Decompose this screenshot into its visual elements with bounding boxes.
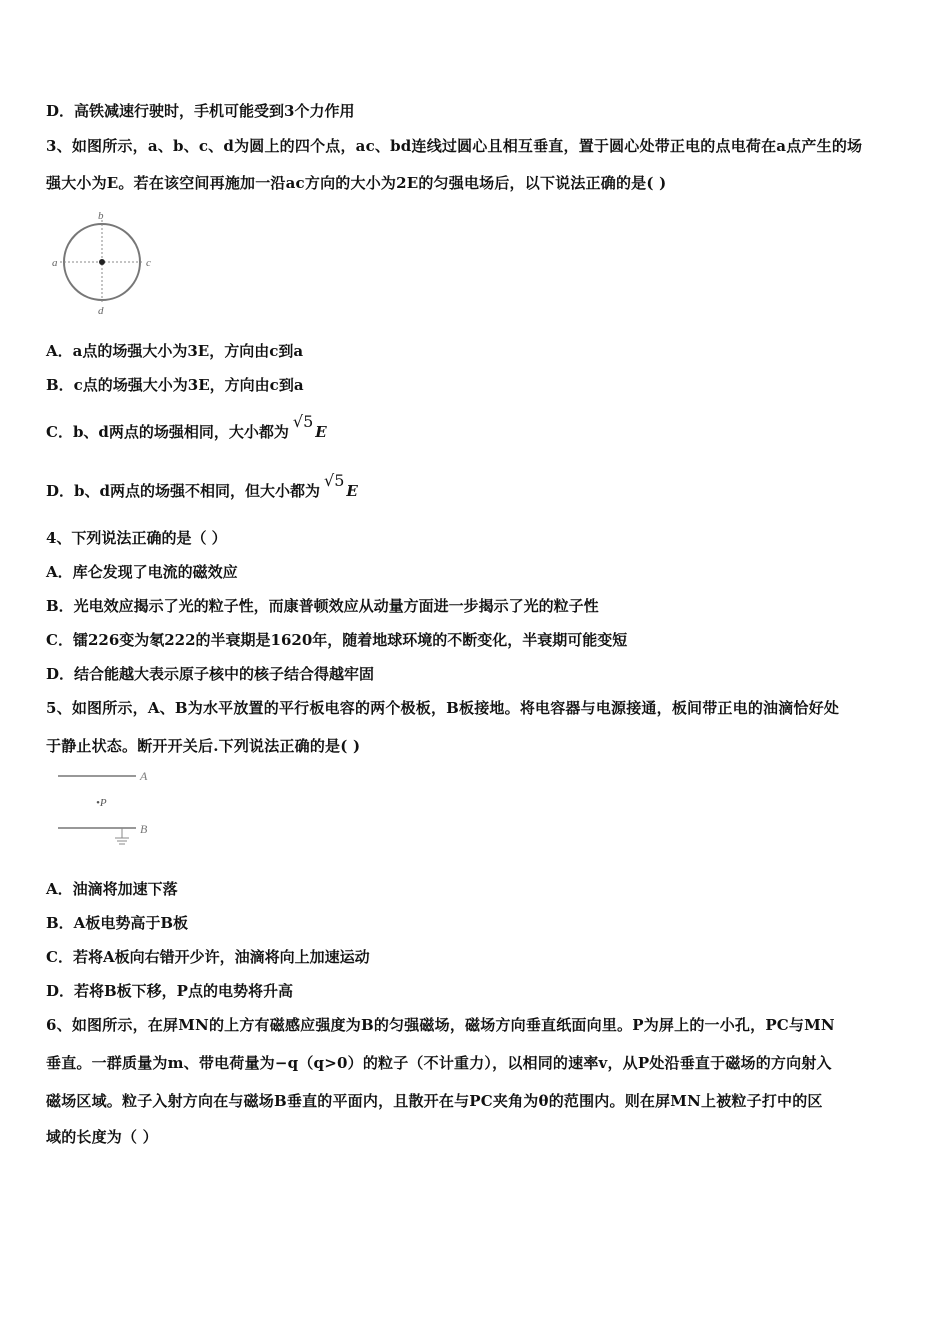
q3-stem-line-2: 强大小为E。若在该空间再施加一沿ac方向的大小为2E的匀强电场后，以下说法正确的是( ) [46, 174, 667, 192]
q5-capacitor-figure [56, 766, 160, 850]
q3-option-a: A．a点的场强大小为3E，方向由c到a [46, 342, 304, 360]
q4-stem: 4、下列说法正确的是（ ） [46, 529, 227, 547]
q6-line-1: 6、如图所示，在屏MN的上方有磁感应强度为B的匀强磁场，磁场方向垂直纸面向里。P为屏上的一小孔，PC与MN [46, 1016, 835, 1034]
q6-line-2: 垂直。一群质量为m、带电荷量为−q（q>0）的粒子（不计重力），以相同的速率v，从P处沿垂直于磁场的方向射入 [46, 1054, 832, 1072]
q5-option-d: D．若将B板下移，P点的电势将升高 [46, 982, 293, 1000]
q4-option-d: D．结合能越大表示原子核中的核子结合得越牢固 [46, 665, 375, 683]
label-b: b [98, 210, 104, 222]
q3-option-c-text: C．b、d两点的场强相同，大小都为 [46, 423, 289, 441]
q5-stem-line-1: 5、如图所示，A、B为水平放置的平行板电容的两个极板，B板接地。将电容器与电源接通，板间带正电的油滴恰好处 [46, 699, 840, 717]
q6-line-3: 磁场区域。粒子入射方向在与磁场B垂直的平面内，且散开在与PC夹角为θ的范围内。则在屏MN上被粒子打中的区 [46, 1092, 823, 1110]
label-d: d [98, 305, 104, 316]
q4-option-c: C．镭226变为氡222的半衰期是1620年，随着地球环境的不断变化，半衰期可能变短 [46, 631, 628, 649]
sqrt-5: √5 [292, 412, 314, 431]
q3-option-d [46, 471, 358, 501]
label-p: •P [96, 797, 107, 809]
q3-option-c [46, 412, 327, 442]
q2-option-d: D．高铁减速行驶时，手机可能受到3个力作用 [46, 102, 355, 120]
center-charge-dot [99, 259, 105, 265]
unit-e: E [315, 423, 327, 441]
q4-option-b: B．光电效应揭示了光的粒子性，而康普顿效应从动量方面进一步揭示了光的粒子性 [46, 597, 599, 615]
q5-option-a: A．油滴将加速下落 [46, 880, 178, 898]
q3-circle-figure [48, 208, 160, 316]
q4-option-a: A．库仑发现了电流的磁效应 [46, 563, 238, 581]
label-c: c [146, 257, 151, 269]
q5-option-c: C．若将A板向右错开少许，油滴将向上加速运动 [46, 948, 370, 966]
q3-option-d-text: D．b、d两点的场强不相同，但大小都为 [46, 482, 320, 500]
sqrt-5: √5 [324, 471, 345, 490]
q5-stem-line-2: 于静止状态。断开开关后.下列说法正确的是( ) [46, 737, 361, 755]
unit-e: E [346, 482, 358, 500]
q5-option-b: B．A板电势高于B板 [46, 914, 188, 932]
label-plate-a: A [140, 769, 148, 783]
q3-option-b: B．c点的场强大小为3E，方向由c到a [46, 376, 304, 394]
label-plate-b: B [140, 822, 148, 836]
q6-line-4: 域的长度为（ ） [46, 1128, 158, 1146]
label-a: a [52, 257, 58, 269]
q3-stem-line-1: 3、如图所示，a、b、c、d为圆上的四个点，ac、bd连线过圆心且相互垂直，置于圆心处带正电的点电荷在a点产生的场 [46, 137, 863, 155]
